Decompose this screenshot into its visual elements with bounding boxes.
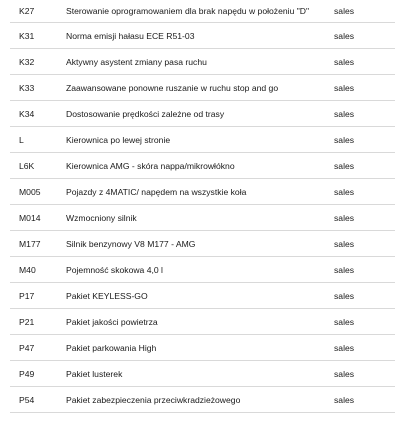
option-description: Wzmocniony silnik xyxy=(66,213,137,223)
option-category: sales xyxy=(334,213,355,223)
option-description: Aktywny asystent zmiany pasa ruchu xyxy=(66,57,207,67)
option-description: Kierownica AMG - skóra nappa/mikrowłókno xyxy=(66,161,235,171)
option-code: K33 xyxy=(19,83,35,93)
option-description: Sterowanie oprogramowaniem dla brak napędu w położeniu "D" xyxy=(66,6,310,16)
table-row xyxy=(10,49,395,75)
option-description: Norma emisji hałasu ECE R51-03 xyxy=(66,31,195,41)
option-category: sales xyxy=(334,291,355,301)
option-code: K31 xyxy=(19,31,35,41)
option-category: sales xyxy=(334,187,355,197)
option-category: sales xyxy=(334,161,355,171)
option-description: Dostosowanie prędkości zależne od trasy xyxy=(66,109,225,119)
option-description: Silnik benzynowy V8 M177 - AMG xyxy=(66,239,196,249)
option-category: sales xyxy=(334,265,355,275)
table-row xyxy=(10,257,395,283)
table-row xyxy=(10,179,395,205)
option-code: K27 xyxy=(19,6,35,16)
option-code: L6K xyxy=(19,161,35,171)
option-description: Zaawansowane ponowne ruszanie w ruchu stop and go xyxy=(66,83,279,93)
table-row xyxy=(10,335,395,361)
option-category: sales xyxy=(334,395,355,405)
option-code: P54 xyxy=(19,395,35,405)
table-row xyxy=(10,283,395,309)
table-row xyxy=(10,309,395,335)
option-description: Pojazdy z 4MATIC/ napędem na wszystkie koła xyxy=(66,187,247,197)
option-category: sales xyxy=(334,343,355,353)
option-description: Pakiet lusterek xyxy=(66,369,123,379)
option-code: K34 xyxy=(19,109,35,119)
option-category: sales xyxy=(334,239,355,249)
option-code: M014 xyxy=(19,213,41,223)
option-category: sales xyxy=(334,317,355,327)
option-code: M005 xyxy=(19,187,41,197)
option-category: sales xyxy=(334,57,355,67)
table-row xyxy=(10,231,395,257)
option-category: sales xyxy=(334,6,355,16)
table-row xyxy=(10,387,395,413)
table-row xyxy=(10,361,395,387)
option-code: L xyxy=(19,135,24,145)
option-category: sales xyxy=(334,83,355,93)
table-row xyxy=(10,0,395,23)
option-description: Pakiet KEYLESS-GO xyxy=(66,291,148,301)
option-category: sales xyxy=(334,109,355,119)
table-row xyxy=(10,127,395,153)
option-code: M40 xyxy=(19,265,36,275)
option-code: P49 xyxy=(19,369,35,379)
option-description: Kierownica po lewej stronie xyxy=(66,135,171,145)
option-code: P47 xyxy=(19,343,35,353)
option-description: Pakiet zabezpieczenia przeciwkradzieżowego xyxy=(66,395,241,405)
table-row xyxy=(10,153,395,179)
option-category: sales xyxy=(334,31,355,41)
table-row xyxy=(10,101,395,127)
option-code: K32 xyxy=(19,57,35,67)
option-category: sales xyxy=(334,369,355,379)
option-code: P17 xyxy=(19,291,35,301)
table-row xyxy=(10,23,395,49)
equipment-table xyxy=(10,0,395,413)
option-description: Pojemność skokowa 4,0 l xyxy=(66,265,163,275)
option-code: P21 xyxy=(19,317,35,327)
option-description: Pakiet parkowania High xyxy=(66,343,157,353)
option-description: Pakiet jakości powietrza xyxy=(66,317,158,327)
table-row xyxy=(10,205,395,231)
table-row xyxy=(10,75,395,101)
option-category: sales xyxy=(334,135,355,145)
option-code: M177 xyxy=(19,239,41,249)
